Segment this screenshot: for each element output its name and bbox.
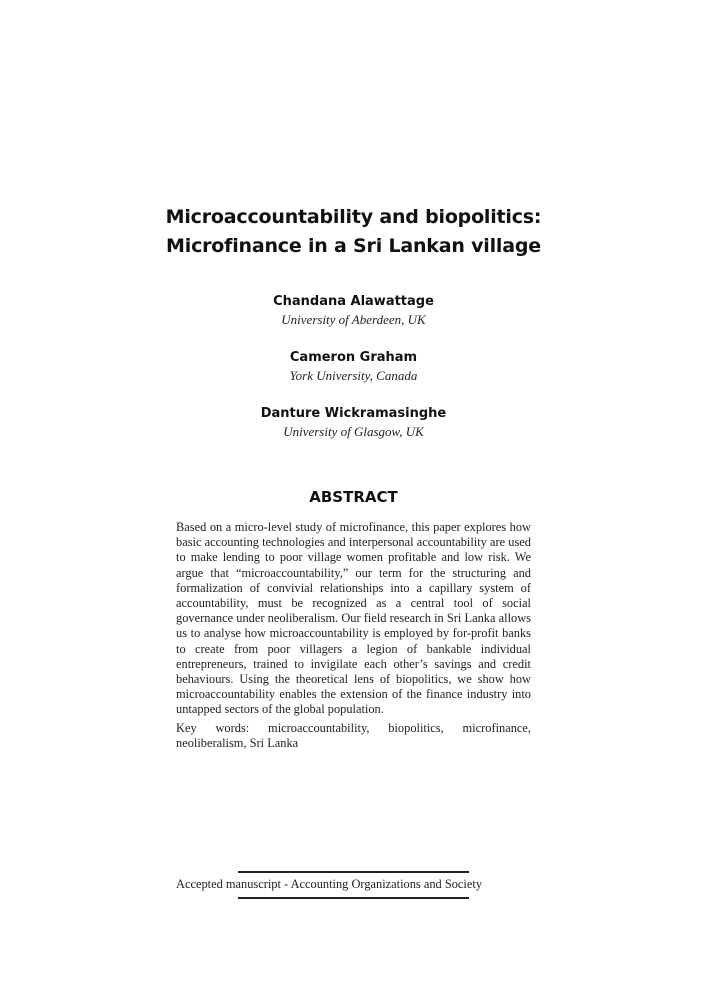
footer-rule-bottom (238, 897, 469, 899)
footer-note: Accepted manuscript - Accounting Organizations and Society (176, 877, 483, 891)
title-line-2: Microfinance in a Sri Lankan village (166, 235, 541, 257)
author-name: Danture Wickramasinghe (260, 406, 447, 421)
paper-title (0, 203, 707, 261)
title-line-1: Microaccountability and biopolitics: (165, 206, 542, 228)
keywords: Key words: microaccountability, biopolitics, microfinance, neoliberalism, Sri Lanka (176, 721, 531, 751)
author-name: Chandana Alawattage (273, 294, 434, 309)
author-name: Cameron Graham (289, 350, 418, 365)
author-affiliation: University of Glasgow, UK (283, 424, 424, 439)
author-block-2 (0, 349, 707, 384)
author-block-1 (0, 293, 707, 328)
author-affiliation: York University, Canada (289, 368, 418, 383)
abstract-text: Based on a micro-level study of microfinance, this paper explores how basic accounting technologies and interpersonal accountability are used to make lending to poor village women profitable and low risk. We argue that “microaccountability,” our term for the structuring and formalization of convivial relationships into a capillary system of accountability, must be recognized as a central tool of social governance under neoliberalism. Our field research in Sri Lanka allows us to analyse how microaccountability is employed by for-profit banks to create from poor villagers a legion of bankable individual entrepreneurs, trained to invigilate each other’s savings and credit behaviours. Using the theoretical lens of biopolitics, we show how microaccountability enables the extension of the finance industry into untapped sectors of the global population. (176, 520, 531, 717)
footer-rule-top (238, 871, 469, 873)
author-affiliation: University of Aberdeen, UK (281, 312, 426, 327)
abstract-heading: ABSTRACT (309, 488, 398, 506)
author-block-3 (0, 405, 707, 440)
